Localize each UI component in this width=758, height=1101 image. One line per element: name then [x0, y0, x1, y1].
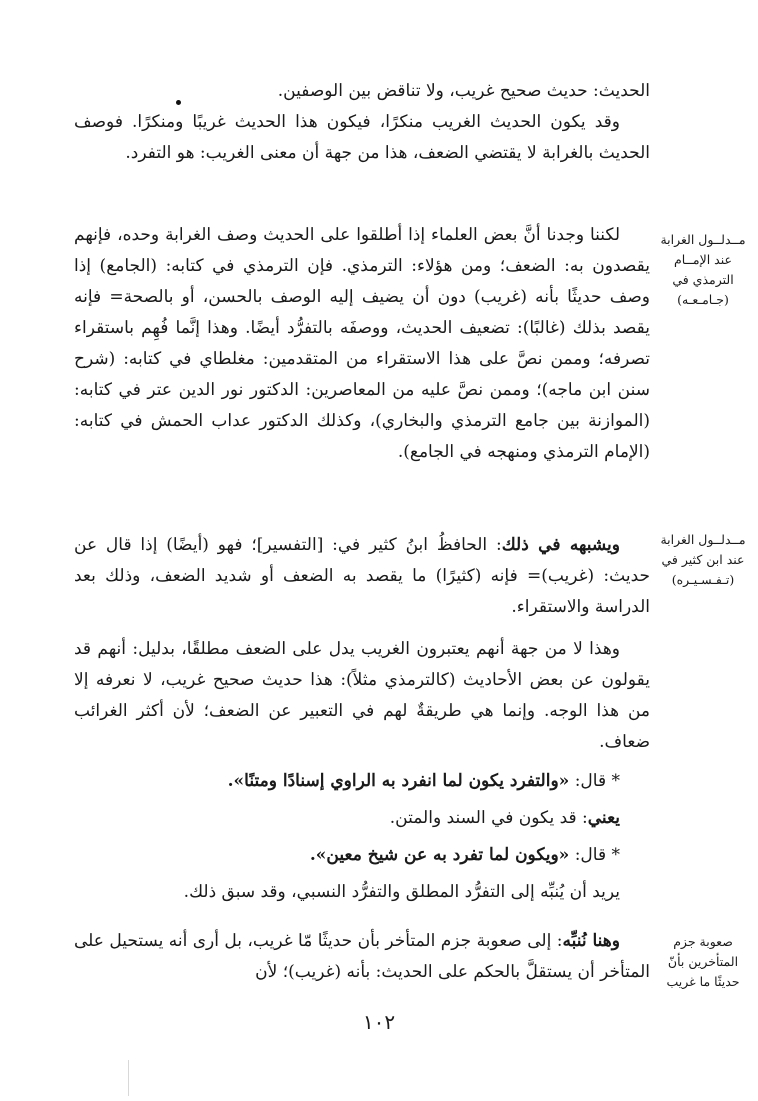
quote-1-prefix: * قال: — [569, 771, 620, 791]
explanation-2: يريد أن يُنبِّه إلى التفرُّد المطلق والتفرُّد النسبي، وقد سبق ذلك. — [183, 882, 620, 902]
quote-2-text: «ويكون لما تفرد به عن شيخ معين». — [309, 845, 570, 865]
paragraph-4-rest: : الحافظُ ابنُ كثير في: [التفسير]؛ فهو (أيضًا) إذا قال عن حديث: (غريب)= فإنه (كثيرًا) ما يقصد به الضعف أو شديد الضعف، وذلك بعد الدراسة والاستقراء. — [74, 535, 650, 617]
explanation-1-lead: يعني — [587, 808, 620, 828]
explanation-1-rest: : قد يكون في السند والمتن. — [389, 808, 588, 828]
text-block-top — [74, 76, 650, 169]
scan-artifact-line — [128, 1060, 129, 1096]
page-number: ١٠٢ — [362, 1010, 396, 1034]
paragraph-3: لكننا وجدنا أنَّ بعض العلماء إذا أطلقوا على الحديث وصف الغرابة وحده، فإنهم يقصدون به: الضعف؛ ومن هؤلاء: الترمذي. فإن الترمذي في كتابه: (الجامع) إذا وصف حديثًا بأنه (غريب) دون أن يضيف إليه الوصف بالحسن، أو بالصحة= فإنه يقصد بذلك (غالبًا): تضعيف الحديث، ووصفَه بالتفرُّد أيضًا. وهذا إنَّما فُهِم باستقراء تصرفه؛ وممن نصَّ على هذا الاستقراء من المتقدمين: مغلطاي في كتابه: (شرح سنن ابن ماجه)؛ وممن نصَّ عليه من المعاصرين: الدكتور نور الدين عتر في كتابه: (الموازنة بين جامع الترمذي والبخاري)، وكذلك الدكتور عداب الحمش في كتابه: (الإمام الترمذي ومنهجه في الجامع). — [74, 225, 650, 462]
paragraph-6 — [74, 926, 650, 988]
text-block-explanation — [74, 634, 650, 908]
paragraph-1-end: الحديث: حديث صحيح غريب، ولا تناقض بين الوصفين. — [277, 81, 650, 101]
margin-note-difficulty: صعوبة جزم المتأخرين بأنّ حديثًا ما غريب — [666, 934, 740, 989]
paragraph-4 — [74, 530, 650, 623]
paragraph-2: وقد يكون الحديث الغريب منكرًا، فيكون هذا الحديث غريبًا ومنكرًا. فوصف الحديث بالغرابة لا يقتضي الضعف، هذا من جهة أن معنى الغريب: هو التفرد. — [74, 112, 650, 163]
paragraph-6-rest: : إلى صعوبة جزم المتأخر بأن حديثًا مّا غريب، بل أرى أنه يستحيل على المتأخر أن يستقلَّ بالحكم على الحديث: بأنه (غريب)؛ لأن — [74, 931, 650, 982]
paragraph-6-lead: وهنا نُنبِّه — [562, 931, 620, 951]
quote-1-text: «والتفرد يكون لما انفرد به الراوي إسنادًا ومتنًا». — [227, 771, 570, 791]
margin-note-tirmidhi: مــدلــول الغرابة عند الإمــام الترمذي في (جـامـعـه) — [660, 232, 746, 307]
paragraph-5: وهذا لا من جهة أنهم يعتبرون الغريب يدل على الضعف مطلقًا، بدليل: أنهم قد يقولون عن بعض الأحاديث (كالترمذي مثلاً): هذا حديث صحيح غريب، لا نعرفه إلا من هذا الوجه. وإنما هي طريقةٌ لهم في التعبير عن الضعف؛ لأن أكثر الغرائب ضعاف. — [74, 639, 650, 752]
text-block-final — [74, 926, 650, 988]
text-block-tirmidhi — [74, 220, 650, 468]
margin-note-ibn-kathir: مــدلــول الغرابة عند ابن كثير في (تـفـسـيـره) — [660, 532, 746, 587]
explanation-1 — [74, 803, 650, 834]
quote-2-prefix: * قال: — [569, 845, 620, 865]
paragraph-4-lead: ويشبهه في ذلك — [501, 535, 621, 555]
text-block-ibn-kathir — [74, 530, 650, 623]
quote-1 — [74, 766, 650, 797]
quote-2 — [74, 840, 650, 871]
